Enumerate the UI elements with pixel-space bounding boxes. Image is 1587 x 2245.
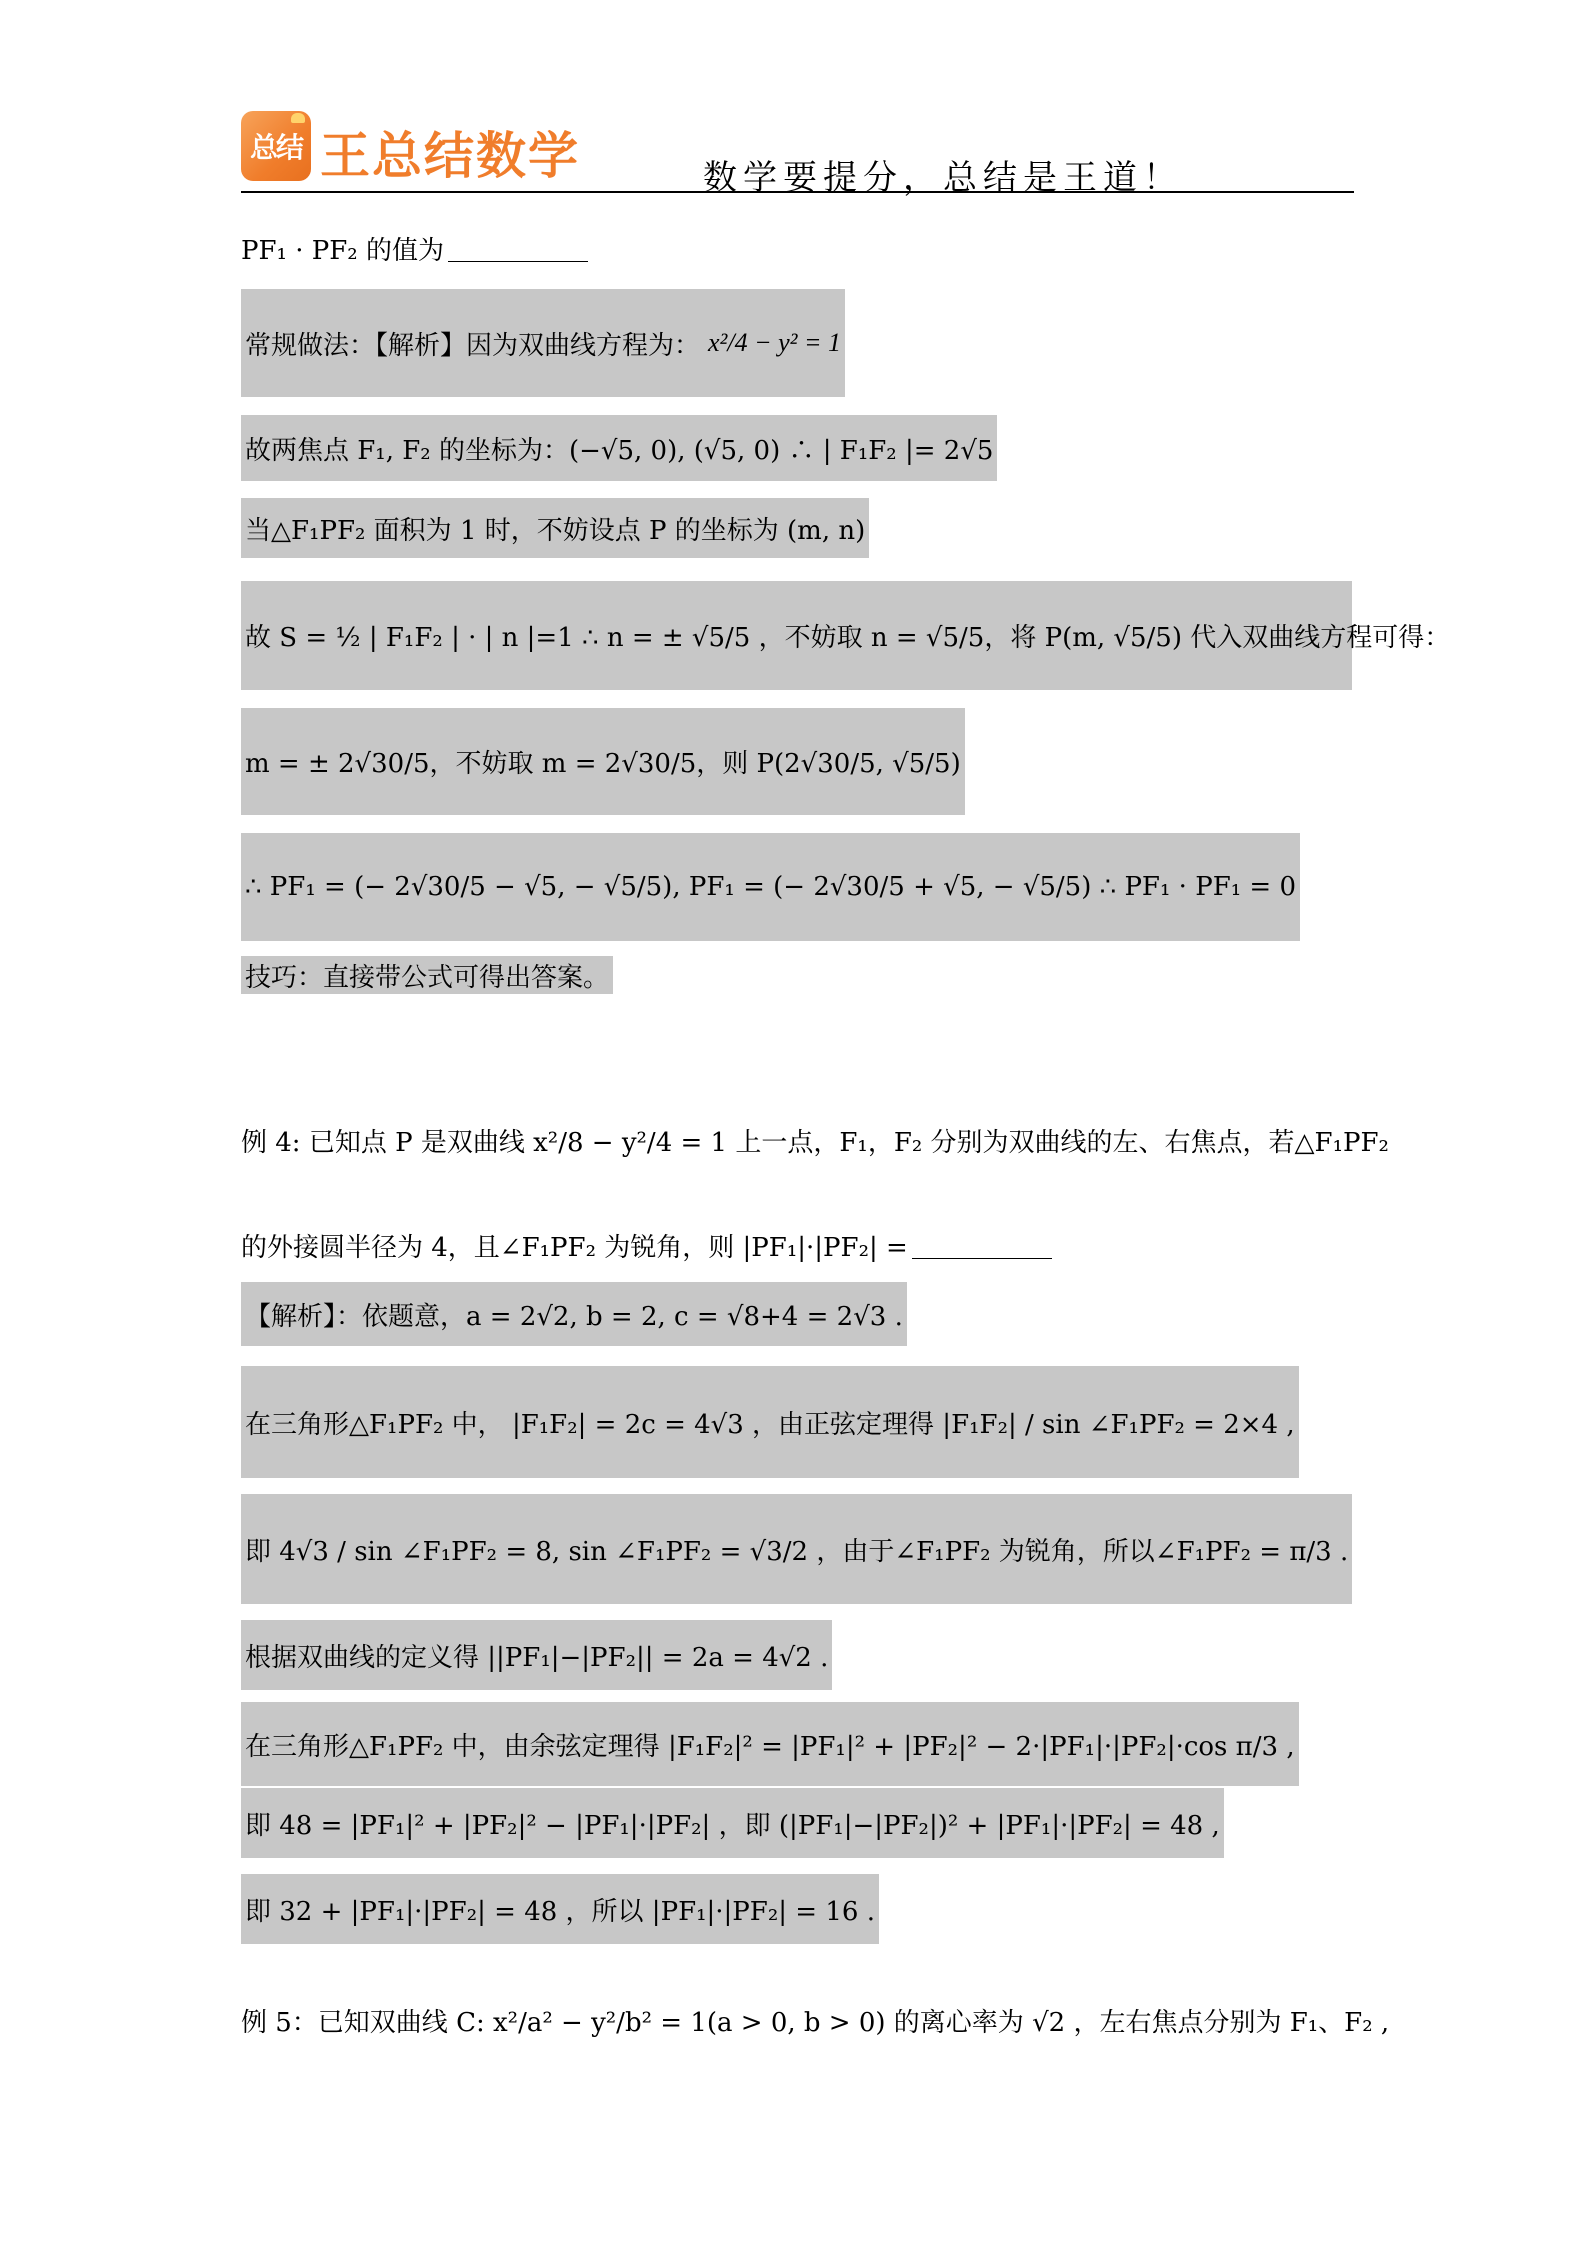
ex4-solution-line-4 [241,1620,832,1690]
ex4-solution-text-1: 【解析】：依题意，a = 2√2, b = 2, c = √8+4 = 2√3 . [245,1301,903,1332]
ex4-solution-line-7 [241,1874,879,1944]
question-tail-text: PF₁ · PF₂ 的值为 [241,235,444,266]
tip-text: 技巧：直接带公式可得出答案。 [245,962,610,993]
example-4-line-2 [241,1220,1052,1270]
answer-blank [448,235,588,262]
example-5-text: 例 5：已知双曲线 C: x²/a² − y²/b² = 1(a > 0, b > 0) 的离心率为 √2 ，左右焦点分别为 F₁、F₂ , [241,2007,1390,2038]
example-4-text-2: 的外接圆半径为 4，且∠F₁PF₂ 为锐角，则 |PF₁|·|PF₂| = [241,1232,908,1263]
ex4-solution-text-6: 即 48 = |PF₁|² + |PF₂|² − |PF₁|·|PF₂| ，即 (|PF₁|−|PF₂|)² + |PF₁|·|PF₂| = 48 , [245,1810,1220,1841]
solution-intro-text: 常规做法：【解析】因为双曲线方程为： [245,330,701,361]
m-value-text: m = ± 2√30/5，不妨取 m = 2√30/5，则 P(2√30/5, √5/5) [245,749,961,779]
example-4-text-1: 例 4: 已知点 P 是双曲线 x²/8 − y²/4 = 1 上一点，F₁，F₂ 分别为双曲线的左、右焦点，若△F₁PF₂ [241,1127,1389,1158]
ex4-solution-line-3 [241,1494,1352,1604]
solution-line-area [241,498,869,558]
logo-badge-icon [291,113,305,123]
ex4-solution-line-5 [241,1702,1299,1786]
vectors-text: ∴ PF₁ = (− 2√30/5 − √5, − √5/5), PF₁ = (− 2√30/5 + √5, − √5/5) ∴ PF₁ · PF₁ = 0 [245,872,1297,902]
slogan: 数学要提分，总结是王道！ [703,158,1183,198]
ex4-solution-text-4: 根据双曲线的定义得 ||PF₁|−|PF₂|| = 2a = 4√2 . [245,1642,829,1673]
ex4-solution-line-2 [241,1366,1299,1478]
hyperbola-equation: x²/4 − y² = 1 [708,328,841,357]
example-4-line-1 [241,1100,1389,1180]
logo-text: 总结 [249,131,302,164]
area-text: 当△F₁PF₂ 面积为 1 时，不妨设点 P 的坐标为 (m, n) [245,515,866,546]
ex4-solution-line-6 [241,1788,1224,1858]
logo-icon [241,111,311,181]
solution-line-foci [241,415,997,481]
tip-line [241,956,613,994]
solution-line-m [241,708,965,815]
solution-line-equation [241,289,845,397]
solution-line-n [241,581,1451,690]
header-divider [241,191,1354,193]
answer-blank-2 [912,1232,1052,1259]
ex4-solution-text-3: 即 4√3 / sin ∠F₁PF₂ = 8, sin ∠F₁PF₂ = √3/2 ，由于∠F₁PF₂ 为锐角，所以∠F₁PF₂ = π/3 . [245,1536,1349,1567]
ex4-solution-line-1 [241,1282,907,1346]
brand-name: 王总结数学 [320,127,580,185]
question-tail-line [241,228,588,268]
solution-line-vectors [241,833,1300,941]
example-5-line [241,1975,1389,2065]
ex4-solution-text-2: 在三角形△F₁PF₂ 中， |F₁F₂| = 2c = 4√3 ，由正弦定理得 |F₁F₂| / sin ∠F₁PF₂ = 2×4 , [245,1409,1295,1440]
ex4-solution-text-5: 在三角形△F₁PF₂ 中，由余弦定理得 |F₁F₂|² = |PF₁|² + |PF₂|² − 2·|PF₁|·|PF₂|·cos π/3 , [245,1731,1295,1762]
ex4-solution-text-7: 即 32 + |PF₁|·|PF₂| = 48 ，所以 |PF₁|·|PF₂| = 16 . [245,1896,875,1927]
foci-text: 故两焦点 F₁, F₂ 的坐标为：(−√5, 0), (√5, 0) ∴ | F₁F₂ |= 2√5 [245,435,994,466]
n-value-text: 故 S = ½ | F₁F₂ | · | n |=1 ∴ n = ± √5/5 ，不妨取 n = √5/5，将 P(m, √5/5) 代入双曲线方程可得： [245,623,1451,653]
